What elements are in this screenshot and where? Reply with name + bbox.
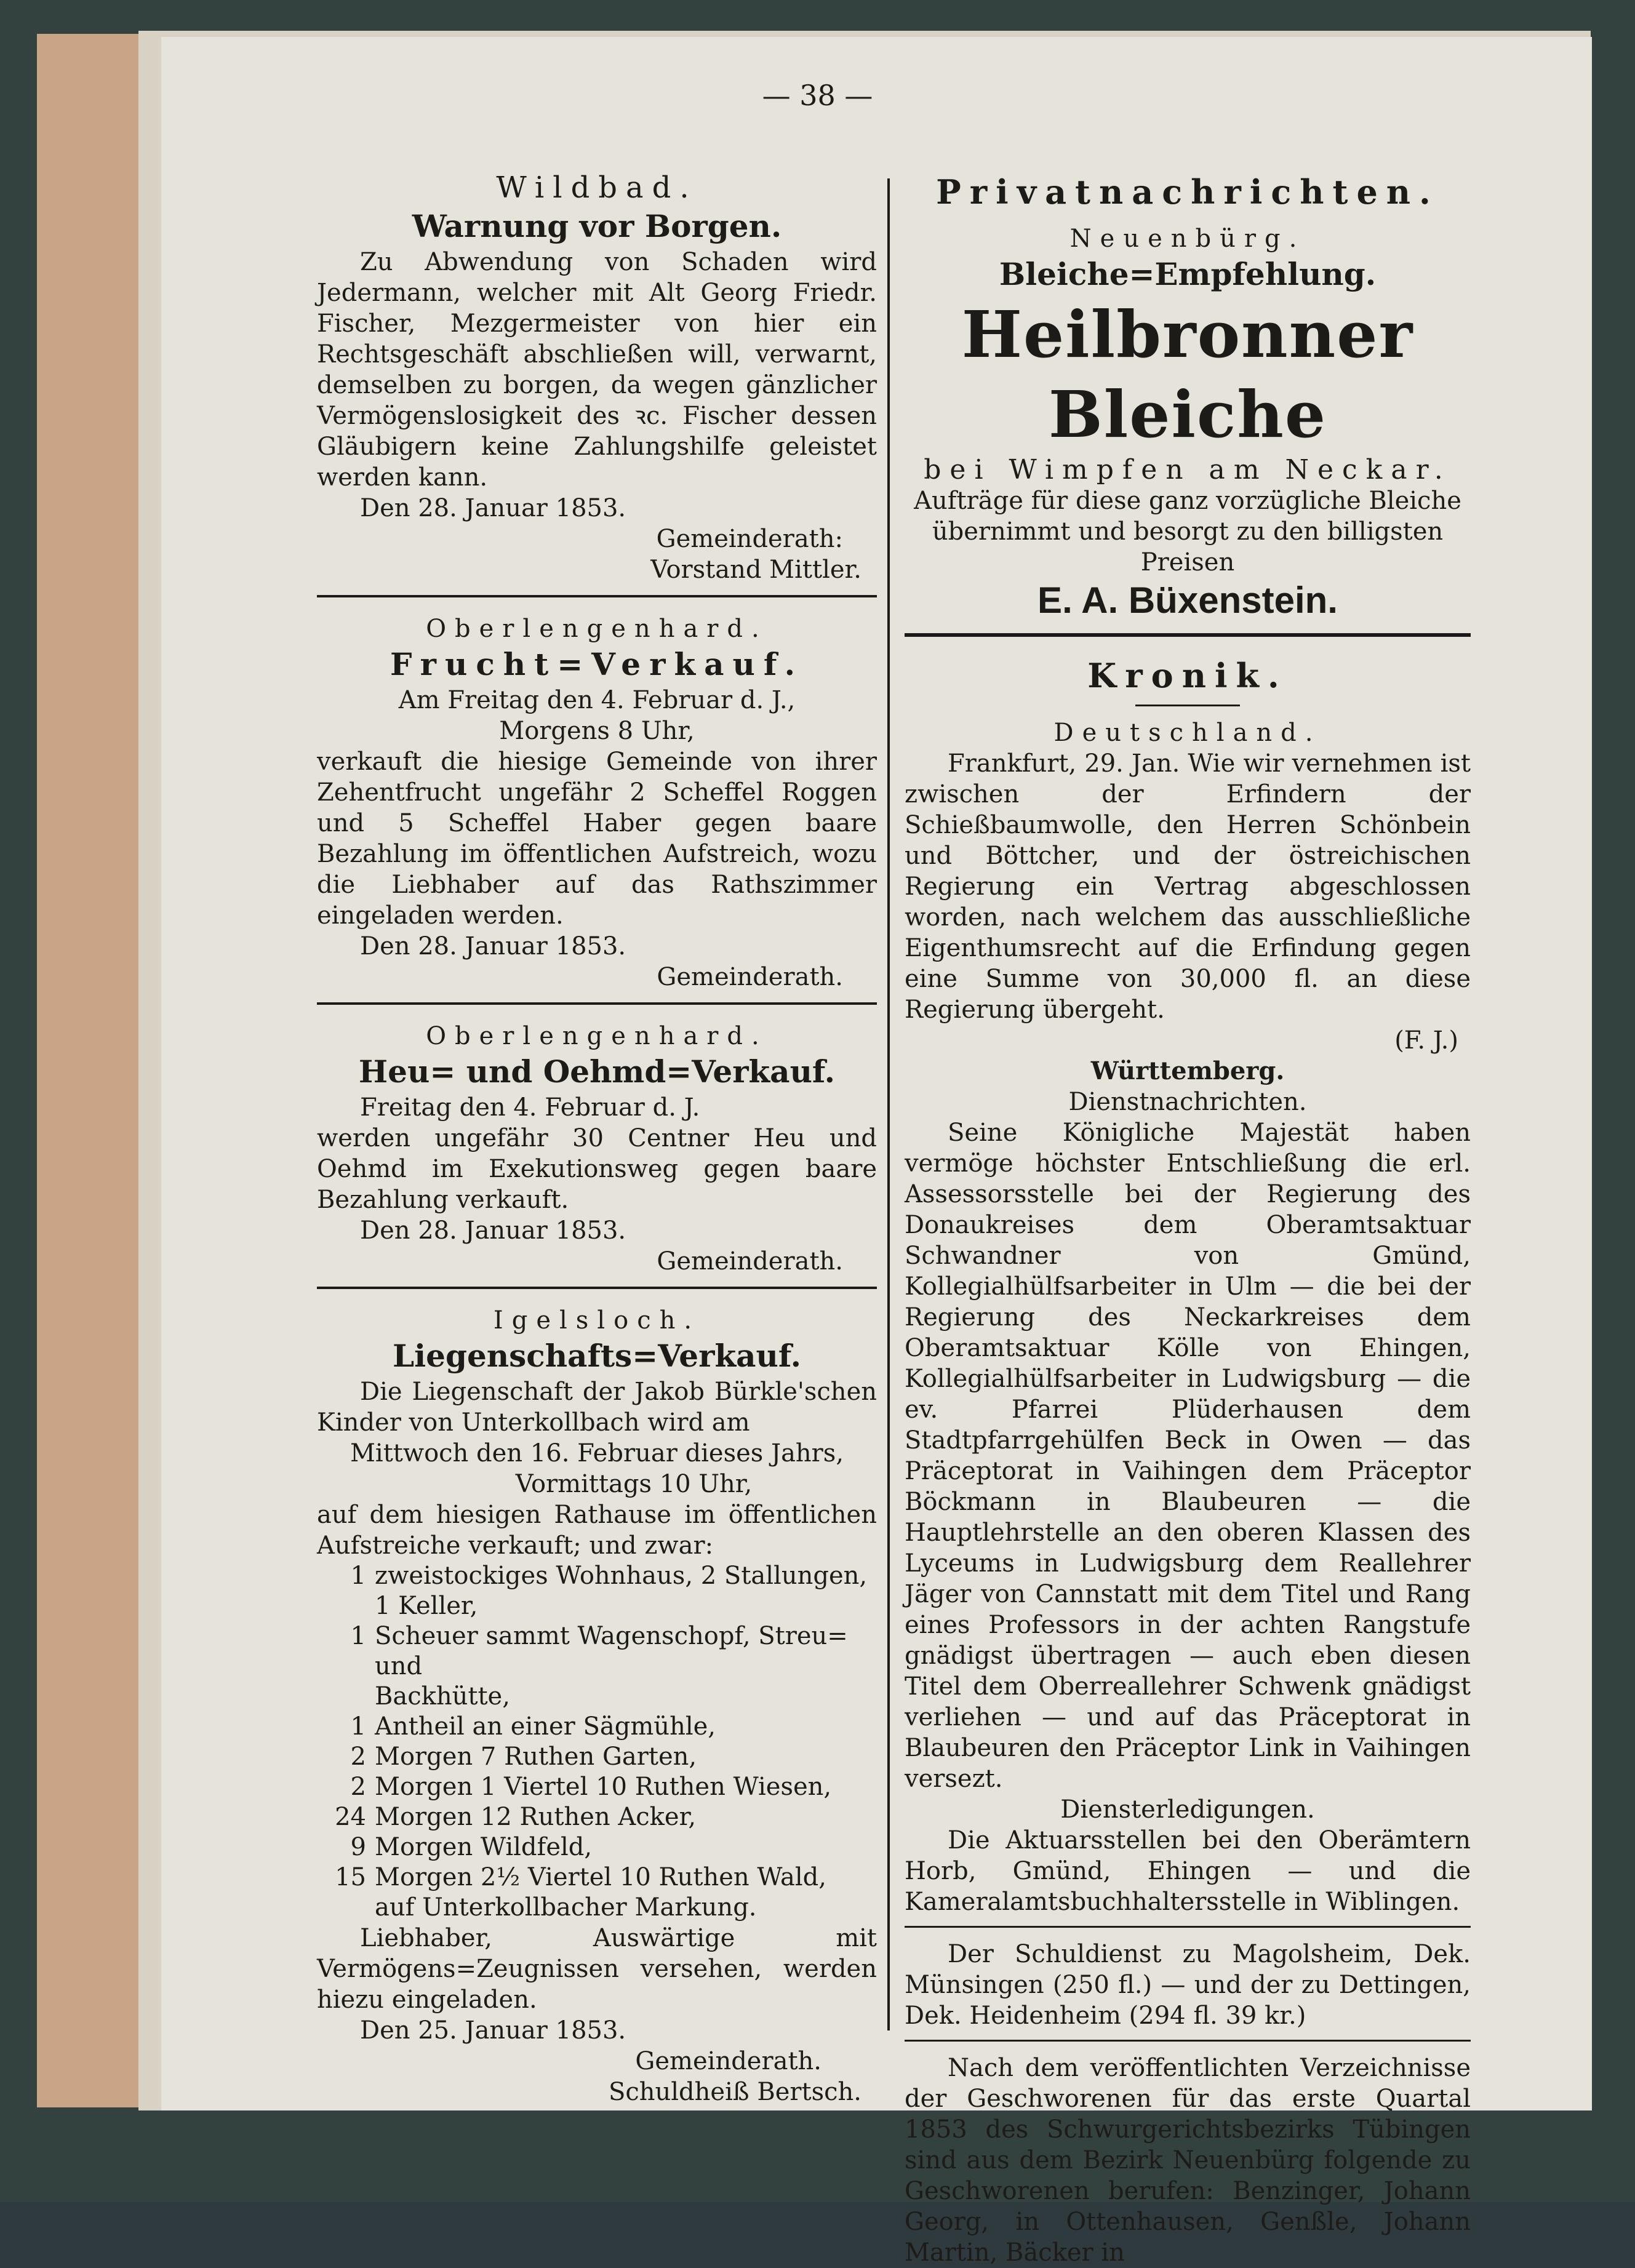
notice-line: Morgens 8 Uhr, [499, 717, 695, 745]
notice-separator [317, 595, 877, 597]
advert-name: Heilbronner Bleiche [961, 297, 1414, 452]
advert-place: Neuenbürg. [1069, 225, 1306, 253]
list-item: 9 Morgen Wildfeld, [350, 1833, 593, 1861]
subheading: Diensterledigungen. [1060, 1795, 1315, 1824]
notice-title: Liegenschafts=Verkauf. [393, 1338, 801, 1374]
column-divider [887, 178, 890, 2030]
section-separator [905, 633, 1471, 637]
advert-firm: E. A. Büxenstein. [1037, 580, 1338, 621]
news-source: (F. J.) [1394, 1026, 1458, 1055]
notice-wildbad [317, 169, 877, 585]
notice-place: Oberlengenhard. [426, 615, 768, 643]
notice-place: Igelsloch. [493, 1306, 701, 1335]
notice-liegenschaft [317, 1305, 877, 2107]
list-item: 2 Morgen 1 Viertel 10 Ruthen Wiesen, [350, 1773, 832, 1801]
country-heading: Deutschland. [1053, 719, 1322, 747]
notice-signature: Vorstand Mittler. [650, 556, 861, 584]
notice-title: Frucht=Verkauf. [390, 646, 804, 682]
list-item: auf Unterkollbacher Markung. [375, 1893, 757, 1922]
news-body: Frankfurt, 29. Jan. Wie wir vernehmen ist zwischen der Erfindern der Schießbaumwolle, den Herren Schönbein und Böttcher, und der östreichischen Regierung ein Vertrag abgeschlossen worden, nach welchem das ausschließliche Eigenthumsrecht auf die Erfindung gegen eine Summe von 30,000 fl. an diese Regierung übergeht. [905, 749, 1471, 1024]
list-item: 15 Morgen 2½ Viertel 10 Ruthen Wald, [335, 1863, 826, 1891]
notice-title: Heu= und Oehmd=Verkauf. [358, 1053, 836, 1090]
notice-title: Warnung vor Borgen. [412, 208, 782, 244]
notice-separator [317, 1287, 877, 1289]
section-heading: Kronik. [1087, 656, 1288, 695]
list-item: 1 Keller, [375, 1592, 478, 1620]
notice-line: Am Freitag den 4. Februar d. J., [398, 686, 796, 714]
rule [905, 2040, 1471, 2042]
notice-body: auf dem hiesigen Rathause im öffentlichen Aufstreiche verkauft; und zwar: [317, 1501, 877, 1560]
notice-body: Die Liegenschaft der Jakob Bürkle'schen Kinder von Unterkollbach wird am [317, 1378, 877, 1437]
rule [905, 1926, 1471, 1928]
subheading: Dienstnachrichten. [1068, 1088, 1307, 1116]
notice-signature: Schuldheiß Bertsch. [608, 2078, 861, 2106]
notice-body: werden ungefähr 30 Centner Heu und Oehmd im Exekutionsweg gegen baare Bezahlung verkauft. [317, 1124, 877, 1214]
page-number: — 38 — [762, 79, 873, 112]
notice-signature-label: Gemeinderath. [635, 2047, 821, 2075]
notice-date: Den 25. Januar 1853. [360, 2016, 626, 2045]
notice-body: Zu Abwendung von Schaden wird Jedermann, welcher mit Alt Georg Friedr. Fischer, Mezgermeister von hier ein Rechtsgeschäft abschließen will, verwarnt, demselben zu borgen, da wegen gänzlicher Vermögenslosigkeit des ꝛc. Fischer dessen Gläubigern keine Zahlungshilfe geleistet werden kann. [317, 248, 877, 492]
news-body: Der Schuldienst zu Magolsheim, Dek. Münsingen (250 fl.) — und der zu Dettingen, Dek. Heidenheim (294 fl. 39 kr.) [905, 1940, 1471, 2030]
notice-signature-label: Gemeinderath: [656, 525, 843, 553]
section-heading: Privatnachrichten. [936, 172, 1439, 212]
country-heading: Württemberg. [1090, 1056, 1285, 1085]
notice-date: Den 28. Januar 1853. [360, 1216, 626, 1245]
property-list [317, 1561, 877, 1923]
advert-subtitle: Bleiche=Empfehlung. [999, 256, 1377, 292]
notice-date: Den 28. Januar 1853. [360, 494, 626, 522]
advert-body: Aufträge für diese ganz vorzügliche Bleiche übernimmt und besorgt zu den billigsten Preisen [914, 487, 1461, 577]
advert-bleiche [905, 223, 1471, 623]
notice-separator [317, 1002, 877, 1005]
notice-line: Freitag den 4. Februar d. J. [360, 1093, 700, 1122]
notice-body: verkauft die hiesige Gemeinde von ihrer Zehentfrucht ungefähr 2 Scheffel Roggen und 5 Scheffel Haber gegen baare Bezahlung im öffentlichen Aufstreich, wozu die Liebhaber auf das Rathszimmer eingeladen werden. [317, 748, 877, 930]
short-rule [1135, 705, 1240, 706]
notice-date: Den 28. Januar 1853. [360, 932, 626, 960]
notice-signature: Gemeinderath. [657, 1247, 843, 1276]
list-item: 1 Scheuer sammt Wagenschopf, Streu= und [350, 1622, 848, 1680]
list-item: 1 Antheil an einer Sägmühle, [350, 1712, 716, 1741]
book-binding [37, 34, 143, 2107]
list-item: 24 Morgen 12 Ruthen Acker, [335, 1803, 697, 1831]
notice-body: Liebhaber, Auswärtige mit Vermögens=Zeugnissen versehen, werden hiezu eingeladen. [317, 1924, 877, 2014]
left-column [317, 169, 877, 2107]
notice-frucht-verkauf [317, 613, 877, 992]
notice-line: Vormittags 10 Uhr, [515, 1470, 753, 1498]
list-item: Backhütte, [375, 1682, 510, 1711]
notice-signature: Gemeinderath. [657, 963, 843, 991]
advert-location: bei Wimpfen am Neckar. [924, 454, 1452, 485]
list-item: 2 Morgen 7 Ruthen Garten, [350, 1743, 697, 1771]
right-column [905, 169, 1471, 2268]
notice-place: Oberlengenhard. [426, 1022, 768, 1050]
notice-line: Mittwoch den 16. Februar dieses Jahrs, [350, 1439, 844, 1467]
news-body: Seine Königliche Majestät haben vermöge höchster Entschließung die erl. Assessorsstelle bei der Regierung des Donaukreises dem Oberamtsaktuar Schwandner von Gmünd, Kollegialhülfsarbeiter in Ulm — die bei der Regierung des Neckarkreises dem Oberamtsaktuar Kölle von Ehingen, Kollegialhülfsarbeiter in Ludwigsburg — die ev. Pfarrei Plüderhausen dem Stadtpfarrgehülfen Beck in Owen — das Präceptorat in Vaihingen dem Präceptor Böckmann in Blaubeuren — die Hauptlehrstelle an den oberen Klassen des Lyceums in Ludwigsburg dem Reallehrer Jäger von Cannstatt mit dem Titel und Rang eines Professors in der achten Rangstufe gnädigst übertragen — auch eben diesen Titel dem Oberreallehrer Schwenk gnädigst verliehen — und auf das Präceptorat in Blaubeuren den Präceptor Link in Vaihingen versezt. [905, 1119, 1471, 1793]
notice-place: Wildbad. [496, 170, 698, 205]
notice-heu-verkauf [317, 1021, 877, 1277]
list-item: 1 zweistockiges Wohnhaus, 2 Stallungen, [350, 1562, 868, 1590]
news-body: Nach dem veröffentlichten Verzeichnisse der Geschworenen für das erste Quartal 1853 des Schwurgerichtsbezirks Tübingen sind aus dem Bezirk Neuenbürg folgende zu Geschworenen berufen: Benzinger, Johann Georg, in Ottenhausen, Genßle, Johann Martin, Bäcker in [905, 2054, 1471, 2267]
news-body: Die Aktuarsstellen bei den Oberämtern Horb, Gmünd, Ehingen — und die Kameralamtsbuchhaltersstelle in Wiblingen. [905, 1826, 1471, 1916]
